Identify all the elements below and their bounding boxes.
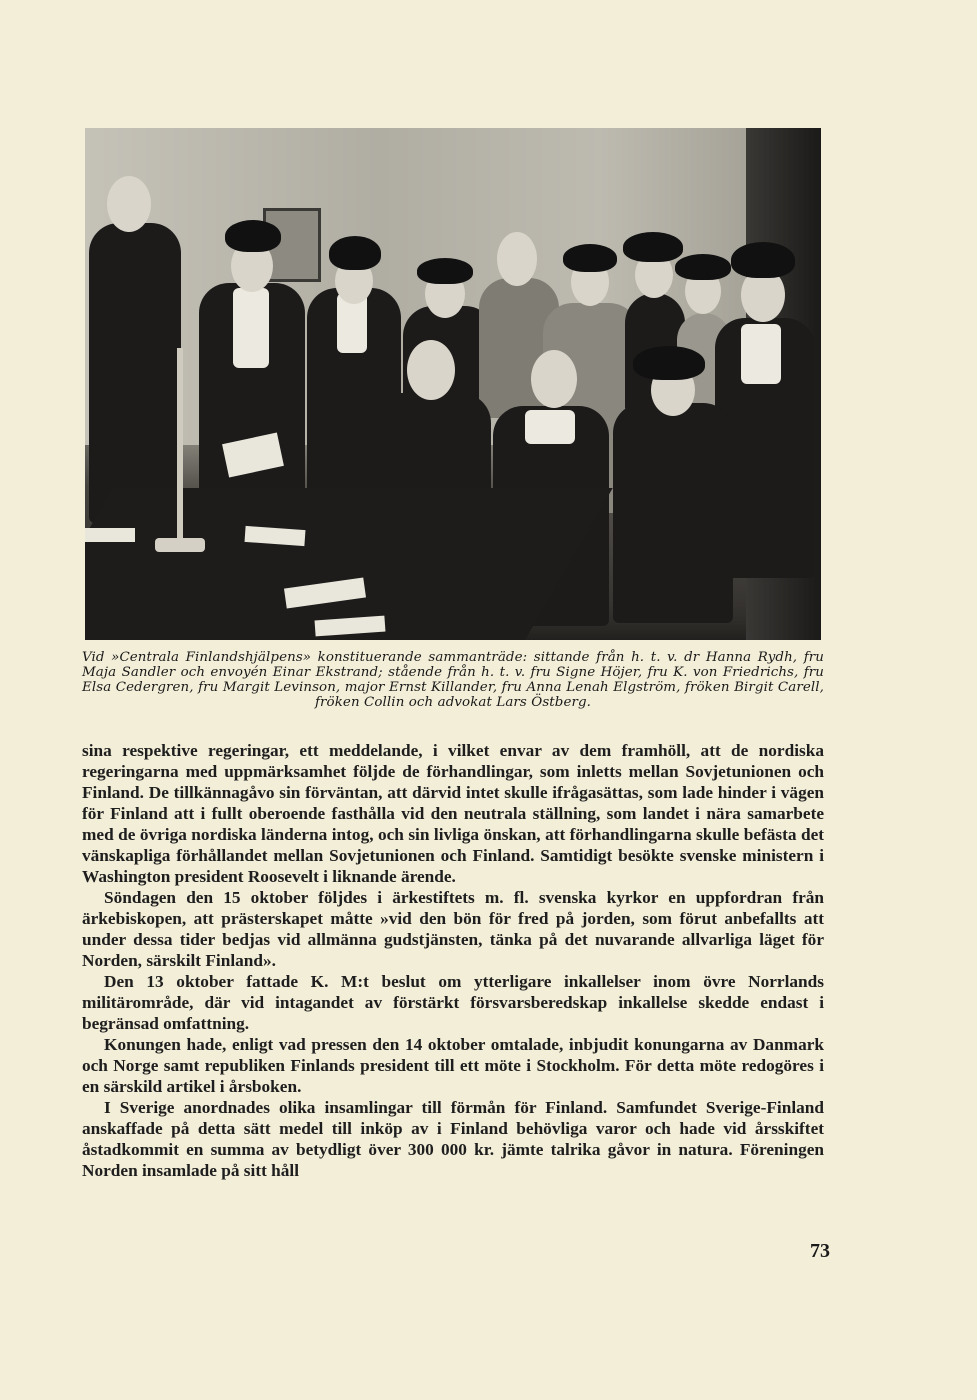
page-number: 73 [810, 1240, 830, 1262]
paragraph: Den 13 oktober fattade K. M:t beslut om ytterligare inkallelser inom övre Norrlands militärområde, där vid intagandet av förstärkt försvarsberedskap inkallelse skedde endast i begränsad omfattning. [82, 972, 824, 1033]
group-photograph [85, 128, 821, 640]
photo-caption: Vid »Centrala Finlandshjälpens» konstituerande sammanträde: sittande från h. t. v. dr Hanna Rydh, fru Maja Sandler och envoyén Einar Ekstrand; stående från h. t. v. fru Signe Höjer, fru K. von Friedrichs, fru Elsa Cedergren, fru Margit Levinson, major Ernst Killander, fru Anna Lenah Elgström, fröken Birgit Carell, fröken Collin och advokat Lars Östberg. [82, 650, 824, 710]
article-body [82, 740, 824, 1181]
paragraph: sina respektive regeringar, ett meddelande, i vilket envar av dem framhöll, att de nordiska regeringarna med uppmärksamhet följde de förhandlingar, som inletts mellan Sovjetunionen och Finland. De tillkännagåvo sin förväntan, att därvid intet skulle ifrågasättas, som lade hinder i vägen för Finland att i fullt oberoende fasthålla vid den neutrala ställning, som landet i nära samarbete med de övriga nordiska länderna intog, och sin livliga önskan, att förhandlingarna skulle befästa det vänskapliga förhållandet mellan Sovjetunionen och Finland. Samtidigt besökte svenske ministern i Washington president Roosevelt i liknande ärende. [82, 741, 824, 886]
paragraph: I Sverige anordnades olika insamlingar till förmån för Finland. Samfundet Sverige-Finland anskaffade på detta sätt medel till inköp av i Finland behövliga varor och hade vid årsskiftet åstadkommit en summa av betydligt över 300 000 kr. jämte talrika gåvor in natura. Föreningen Norden insamlade på sitt håll [82, 1098, 824, 1180]
photo-lamp [177, 348, 183, 548]
paragraph: Konungen hade, enligt vad pressen den 14 oktober omtalade, inbjudit konungarna av Danmark och Norge samt republiken Finlands president till ett möte i Stockholm. För detta möte redogöres i en särskild artikel i årsboken. [82, 1035, 824, 1096]
paragraph: Söndagen den 15 oktober följdes i ärkestiftets m. fl. svenska kyrkor en uppfordran från ärkebiskopen, att prästerskapet måtte »vid den bön för fred på jorden, som förut anbefallts att under dessa tider bedjas vid allmänna gudstjänsten, tänka på det nuvarande allvarliga läget för Norden, särskilt Finland». [82, 888, 824, 970]
photo-paper-5 [85, 528, 135, 542]
photo-lamp-base [155, 538, 205, 552]
